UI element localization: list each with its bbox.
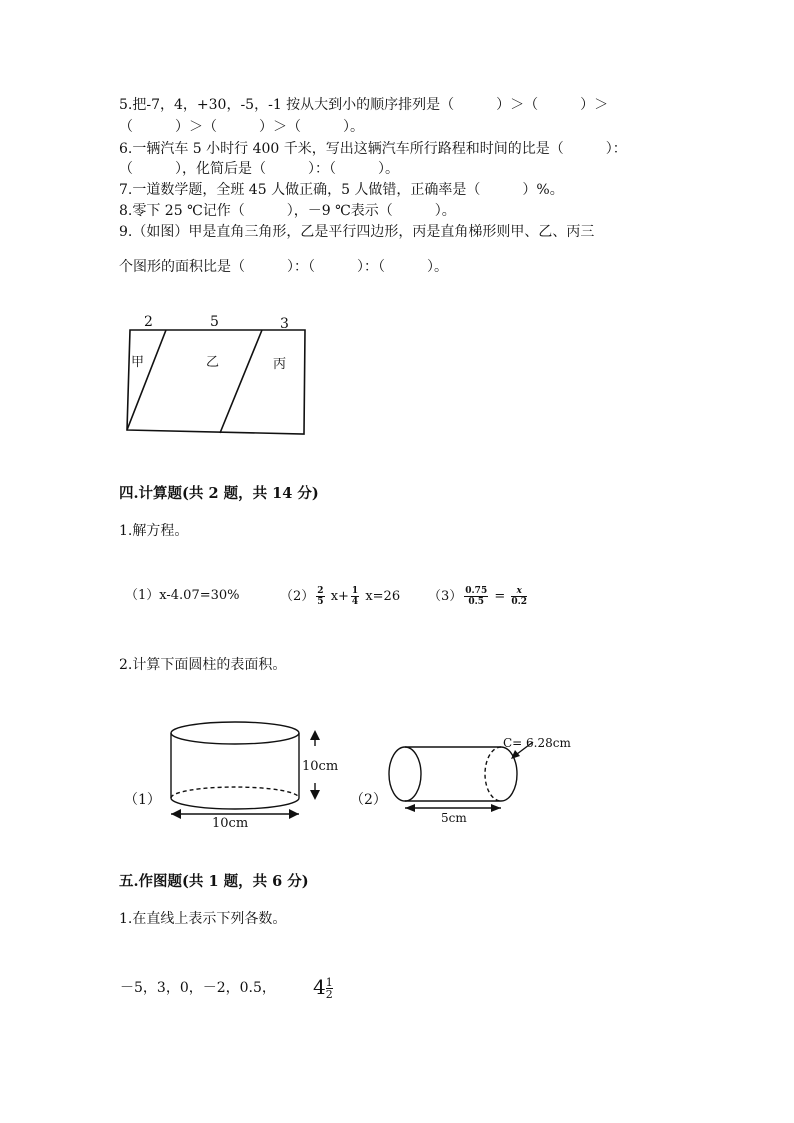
equals-sign: = (494, 589, 506, 604)
fraction-left: $\frac{0.75}{0.5}$ (465, 586, 488, 607)
equation-1: （1）x-4.07=30% (125, 588, 240, 603)
cylinder-2-length-label: 5cm (441, 811, 467, 825)
fraction-two-fifths: $\frac{2}{5}$ (317, 586, 324, 607)
width-arrow-right (289, 809, 299, 819)
width-arrow-left (171, 809, 181, 819)
section-5-q1: 1.在直线上表示下列各数。 (119, 911, 287, 927)
question-7: 7.一道数学题，全班 45 人做正确，5 人做错，正确率是（ ）%。 (119, 182, 564, 198)
cylinder-1-height-label: 10cm (302, 759, 339, 774)
numbers-list: －5，3，0，－2，0.5， (120, 980, 276, 996)
question-9-line-2: 个图形的面积比是（ ）：（ ）：（ ）。 (119, 259, 448, 275)
top-label-2: 2 (144, 314, 153, 330)
length-arrow-left (405, 804, 415, 812)
equation-3-prefix: （3） (428, 589, 463, 604)
section-4-q1: 1.解方程。 (119, 523, 189, 539)
cylinder-2-right-back (485, 747, 501, 801)
fraction-right: $\frac{x}{0.2}$ (511, 586, 528, 607)
equation-2-suffix: x=26 (365, 589, 401, 604)
region-label-jia: 甲 (131, 355, 145, 370)
question-5-line-2: （ ）＞（ ）＞（ ）。 (119, 119, 364, 135)
mixed-number-fraction: $\frac{1}{2}$ (325, 976, 333, 1001)
top-label-5: 5 (210, 314, 219, 330)
cylinder-1-bottom-back (171, 787, 299, 798)
top-label-3: 3 (280, 316, 289, 332)
section-5-title: 五.作图题(共 1 题，共 6 分) (119, 873, 309, 890)
question-5-line-1: 5.把-7，4，+30，-5，-1 按从大到小的顺序排列是（ ）＞（ ）＞ (119, 97, 609, 113)
cylinder-2-figure (385, 728, 575, 828)
region-label-yi: 乙 (206, 355, 220, 370)
outer-rectangle (127, 330, 305, 434)
cylinder-2-label: （2） (350, 792, 387, 808)
question-8: 8.零下 25 ℃记作（ ），－9 ℃表示（ ）。 (119, 203, 456, 219)
section-4-title: 四.计算题(共 2 题，共 14 分) (119, 485, 319, 502)
fraction-one-quarter: $\frac{1}{4}$ (351, 586, 359, 607)
mixed-number (313, 975, 333, 1000)
question-6-line-2: （ ），化简后是（ ）：（ ）。 (119, 161, 399, 177)
height-arrow-up (310, 730, 320, 740)
equation-2-prefix: （2） (280, 589, 315, 604)
question-6-line-1: 6.一辆汽车 5 小时行 400 千米，写出这辆汽车所行路程和时间的比是（ ）： (119, 141, 627, 157)
equation-3 (428, 586, 529, 607)
cylinder-1-figure (160, 718, 350, 833)
cylinder-1-bottom-front (171, 798, 299, 809)
length-arrow-right (491, 804, 501, 812)
mixed-number-whole: 4 (313, 975, 326, 999)
divider-line-right (220, 330, 262, 433)
cylinder-2-circumference-label: C= 6.28cm (503, 736, 571, 750)
equation-2-mid: x+ (330, 589, 349, 604)
cylinder-1-top-ellipse (171, 722, 299, 744)
cylinder-1-label: （1） (124, 792, 161, 808)
question-9-line-1: 9.（如图）甲是直角三角形，乙是平行四边形，丙是直角梯形则甲、乙、丙三 (119, 224, 595, 240)
section-4-q2: 2.计算下面圆柱的表面积。 (119, 657, 287, 673)
equation-2 (280, 586, 400, 607)
height-arrow-down (310, 790, 320, 800)
cylinder-1-width-label: 10cm (212, 816, 249, 831)
shapes-figure (115, 305, 315, 440)
region-label-bing: 丙 (273, 357, 287, 372)
cylinder-2-left-ellipse (389, 747, 421, 801)
divider-line-left (127, 330, 166, 430)
